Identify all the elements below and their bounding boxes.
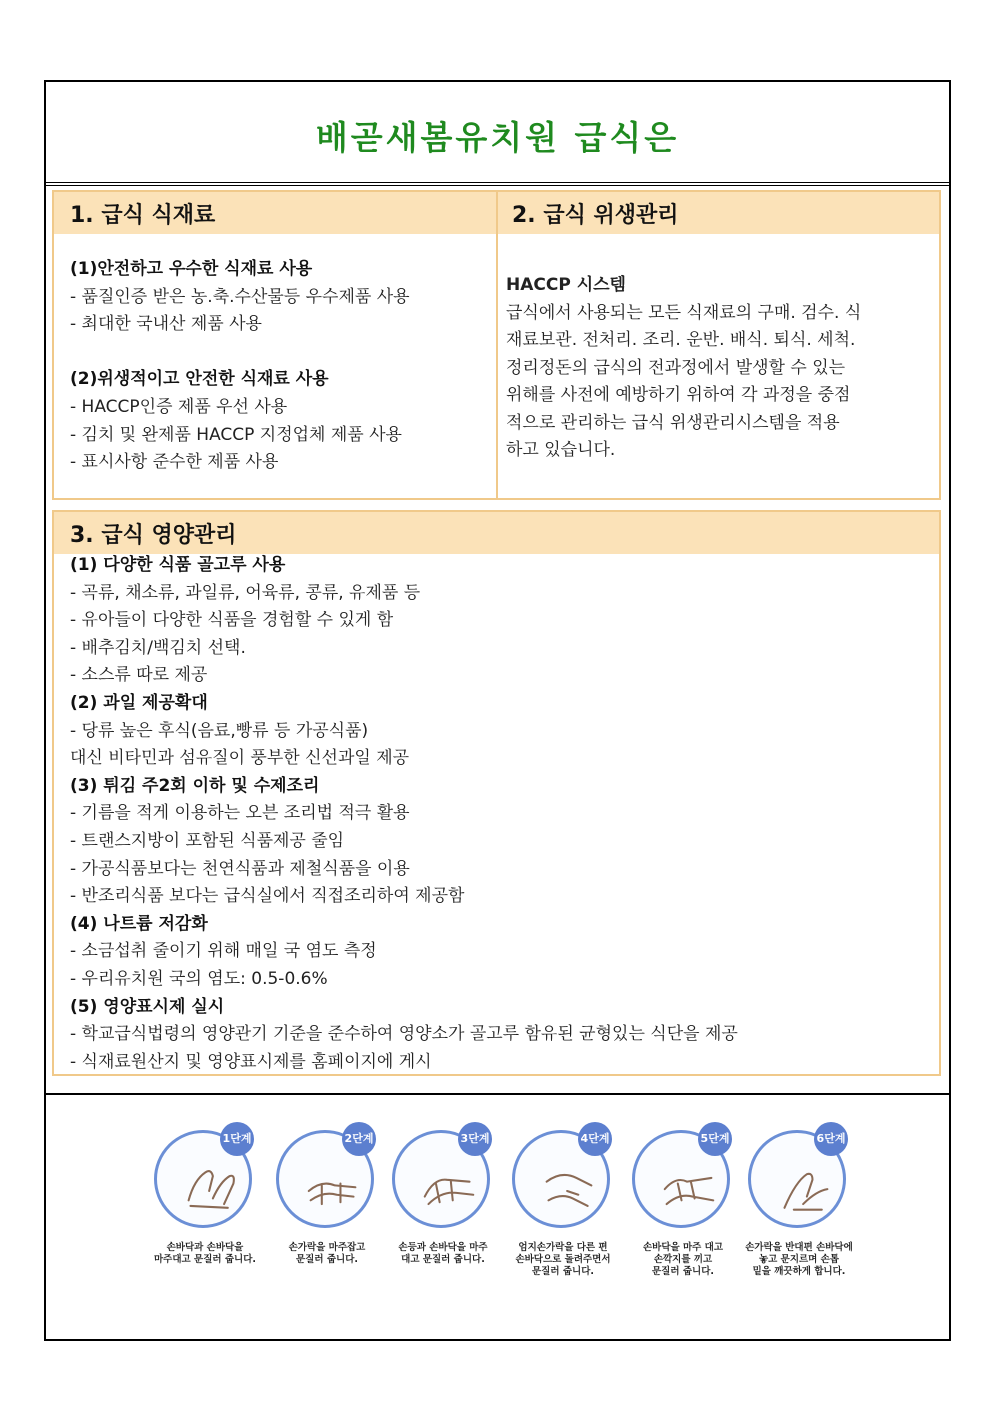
step-caption <box>142 1242 268 1266</box>
step-badge: 6단계 <box>814 1122 848 1156</box>
hands-icon <box>181 1163 241 1219</box>
text-line: (5) 영양표시제 실시 <box>70 996 225 1017</box>
text-line: (1)안전하고 우수한 식재료 사용 <box>70 259 313 279</box>
handwashing-steps <box>150 1122 870 1302</box>
caption-line: 손깍지를 끼고 <box>653 1254 713 1265</box>
text-line: - 당류 높은 후식(음료,빵류 등 가공식품) <box>70 720 369 741</box>
caption-line: 밑을 깨끗하게 합니다. <box>752 1266 846 1277</box>
text-line: 대신 비타민과 섬유질이 풍부한 신선과일 제공 <box>70 748 410 769</box>
step-caption <box>620 1242 746 1278</box>
step-badge: 5단계 <box>698 1122 732 1156</box>
caption-line: 문질러 줍니다. <box>296 1254 358 1265</box>
haccp-title: HACCP 시스템 <box>506 275 626 295</box>
text-line: 급식에서 사용되는 모든 식재료의 구매. 검수. 식 <box>506 302 862 323</box>
handwash-step-4 <box>508 1122 618 1302</box>
text-line: - 표시사항 준수한 제품 사용 <box>70 452 279 473</box>
text-line: 정리정돈의 급식의 전과정에서 발생할 수 있는 <box>506 357 846 378</box>
caption-line: 문질러 줍니다. <box>532 1266 594 1277</box>
hands-icon <box>539 1163 599 1219</box>
hands-icon <box>659 1163 719 1219</box>
text-line: - 품질인증 받은 농.축.수산물등 우수제품 사용 <box>70 286 410 307</box>
page-title: 배곧새봄유치원 급식은 <box>315 118 680 157</box>
text-line: - 소스류 따로 제공 <box>70 665 208 686</box>
hands-icon <box>303 1163 363 1219</box>
text-line: 하고 있습니다. <box>506 440 616 460</box>
handwash-step-2 <box>272 1122 382 1302</box>
column-divider <box>496 192 498 498</box>
caption-line: 대고 문질러 줍니다. <box>401 1254 485 1265</box>
text-line: - 김치 및 완제품 HACCP 지정업체 제품 사용 <box>70 424 402 445</box>
handwash-step-6 <box>744 1122 854 1302</box>
section2-heading: 2. 급식 위생관리 <box>512 203 679 228</box>
page-frame <box>44 80 951 1341</box>
haccp-description <box>506 300 931 465</box>
section2-content <box>506 272 931 465</box>
caption-line: 엄지손가락을 다른 편 <box>518 1242 608 1253</box>
caption-line: 손바닥과 손바닥을 <box>166 1242 244 1253</box>
bottom-divider <box>46 1093 949 1095</box>
handwash-step-1 <box>150 1122 260 1302</box>
text-line: - 유아들이 다양한 식품을 경험할 수 있게 함 <box>70 610 394 631</box>
handwash-step-3 <box>388 1122 498 1302</box>
text-line: (4) 나트륨 저감화 <box>70 913 208 934</box>
text-line: 재료보관. 전처리. 조리. 운반. 배식. 퇴식. 세척. <box>506 330 856 350</box>
text-line: (1) 다양한 식품 골고루 사용 <box>70 555 286 575</box>
step-caption <box>264 1242 390 1266</box>
text-line: - 트랜스지방이 포함된 식품제공 줄임 <box>70 830 345 851</box>
caption-line: 손바닥으로 돌려주면서 <box>515 1254 611 1265</box>
step-badge: 3단계 <box>458 1122 492 1156</box>
section3-content <box>70 552 930 1076</box>
text-line: - 반조리식품 보다는 급식실에서 직접조리하여 제공함 <box>70 886 465 907</box>
step-badge: 2단계 <box>342 1122 376 1156</box>
caption-line: 손등과 손바닥을 마주 <box>398 1242 488 1253</box>
caption-line: 문질러 줍니다. <box>652 1266 714 1277</box>
step-badge: 4단계 <box>578 1122 612 1156</box>
text-line: - 기름을 적게 이용하는 오븐 조리법 적극 활용 <box>70 803 410 824</box>
hands-icon <box>419 1163 479 1219</box>
text-line: - HACCP인증 제품 우선 사용 <box>70 396 288 417</box>
text-line: - 우리유치원 국의 염도: 0.5-0.6% <box>70 968 328 989</box>
text-line: (3) 튀김 주2회 이하 및 수제조리 <box>70 775 320 796</box>
text-line: - 학교급식법령의 영양관기 기준을 준수하여 영양소가 골고루 함유된 균형있는 식단을 제공 <box>70 1024 738 1045</box>
step-caption <box>500 1242 626 1278</box>
caption-line: 마주대고 문질러 줍니다. <box>154 1254 256 1265</box>
text-line: (2)위생적이고 안전한 식재료 사용 <box>70 369 329 390</box>
nutrition-box <box>52 510 941 1076</box>
caption-line: 손바닥을 마주 대고 <box>642 1242 724 1253</box>
text-line: - 배추김치/백김치 선택. <box>70 637 246 658</box>
text-line: 적으로 관리하는 급식 위생관리시스템을 적용 <box>506 412 840 433</box>
caption-line: 손가락을 마주잡고 <box>288 1242 366 1253</box>
text-line: - 식재료원산지 및 영양표시제를 홈페이지에 게시 <box>70 1051 432 1072</box>
text-line <box>70 339 490 367</box>
title-divider <box>46 185 949 186</box>
hands-icon <box>775 1163 835 1219</box>
text-line: 위해를 사전에 예방하기 위하여 각 과정을 중점 <box>506 385 851 405</box>
caption-line: 손가락을 반대편 손바닥에 <box>745 1242 853 1253</box>
text-line: - 소금섭취 줄이기 위해 매일 국 염도 측정 <box>70 941 377 962</box>
text-line: - 곡류, 채소류, 과일류, 어육류, 콩류, 유제품 등 <box>70 582 421 603</box>
text-line: - 가공식품보다는 천연식품과 제철식품을 이용 <box>70 858 410 879</box>
step-caption <box>736 1242 862 1278</box>
handwash-step-5 <box>628 1122 738 1302</box>
ingredients-hygiene-box <box>52 190 941 500</box>
section1-content <box>70 256 490 477</box>
text-line: - 최대한 국내산 제품 사용 <box>70 314 262 335</box>
section1-heading: 1. 급식 식재료 <box>70 203 216 228</box>
section3-heading: 3. 급식 영양관리 <box>54 512 939 554</box>
caption-line: 놓고 문지르며 손톱 <box>758 1254 840 1265</box>
text-line: (2) 과일 제공확대 <box>70 692 208 713</box>
step-badge: 1단계 <box>220 1122 254 1156</box>
step-caption <box>380 1242 506 1266</box>
title-area <box>46 82 949 183</box>
